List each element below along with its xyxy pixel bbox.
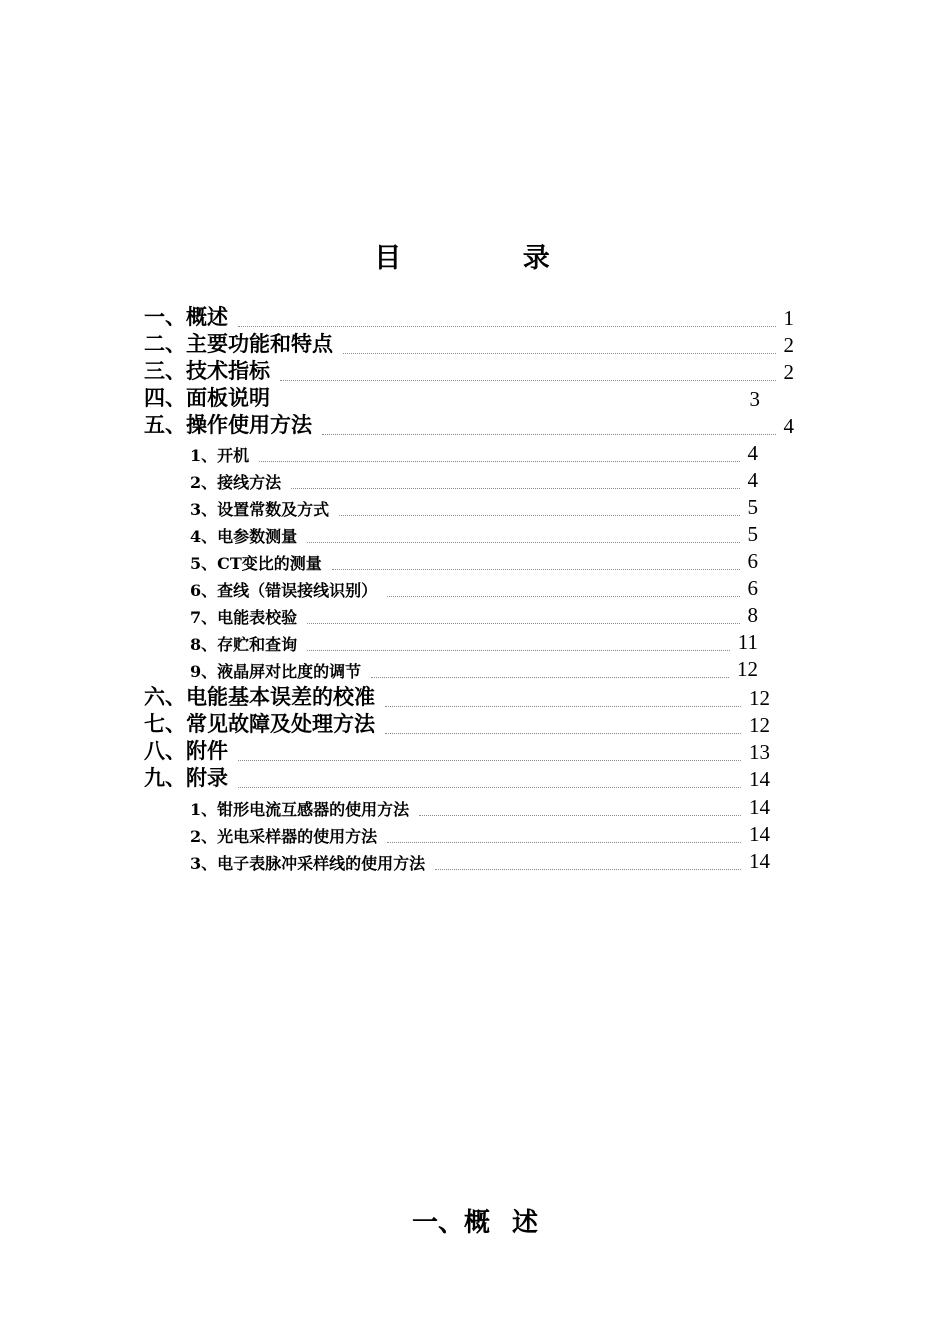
dot-leader [387,842,741,843]
toc-entry-label: 1、开机 [190,446,250,465]
toc-entry-operation[interactable] [144,413,794,439]
dot-leader [343,353,776,354]
toc-entry-troubleshooting[interactable] [144,712,770,738]
toc-entry-label: 7、电能表校验 [190,608,298,627]
section-heading-prefix: 一、概 [411,1208,490,1238]
toc-entry-label: 4、电参数测量 [190,527,298,546]
toc-entry-label: 3、设置常数及方式 [190,500,330,519]
toc-entry-label: 2、接线方法 [190,473,282,492]
toc-entry-label: 六、电能基本误差的校准 [144,684,375,709]
dot-leader [385,706,741,707]
dot-leader [307,623,739,624]
toc-entry-page: 4 [747,468,758,492]
toc-subentry-power-on[interactable] [190,442,758,466]
toc-entry-page: 6 [747,549,758,573]
toc-entry-accessories[interactable] [144,739,770,765]
dot-leader [322,434,776,435]
toc-entry-label: 二、主要功能和特点 [144,331,333,356]
dot-leader [307,650,730,651]
dot-leader [435,869,741,870]
dot-leader [371,677,729,678]
toc-subentry-pulse-line[interactable] [190,850,770,874]
toc-entry-page: 12 [737,657,758,681]
toc-entry-page: 14 [749,822,770,846]
toc-entry-page: 5 [747,495,758,519]
dot-leader [259,461,739,462]
toc-entry-page: 12 [749,686,770,710]
dot-leader [238,760,741,761]
toc-entry-label: 9、液晶屏对比度的调节 [190,662,362,681]
toc-subentry-photoelectric-sampler[interactable] [190,823,770,847]
section-heading [0,1202,950,1239]
toc-entry-page: 2 [783,333,794,357]
toc-entry-label: 1、钳形电流互感器的使用方法 [190,800,410,819]
dot-leader [291,488,739,489]
toc-subentry-storage[interactable] [190,631,758,655]
toc-entry-page: 11 [737,630,758,654]
toc-entry-page: 6 [747,576,758,600]
dot-leader [419,815,741,816]
toc-entry-label: 2、光电采样器的使用方法 [190,827,378,846]
toc-entry-label: 八、附件 [144,738,228,763]
toc-entry-label: 8、存贮和查询 [190,635,298,654]
page-title: 目 录 [374,243,606,274]
dot-leader [339,515,739,516]
toc-entry-label: 三、技术指标 [144,358,270,383]
toc-subentry-lcd-contrast[interactable] [190,658,758,682]
dot-leader [387,596,739,597]
toc-entry-page: 14 [749,849,770,873]
toc-entry-page: 4 [747,441,758,465]
toc-entry-page: 14 [749,767,770,791]
toc-entry-label: 6、查线（错误接线识别） [190,581,378,600]
toc-entry-label: 四、面板说明 [144,385,270,410]
dot-leader [280,407,742,408]
toc-entry-page: 5 [747,522,758,546]
toc-entry-label: 五、操作使用方法 [144,412,312,437]
toc-entry-page: 1 [783,306,794,330]
dot-leader [307,542,739,543]
toc-subentry-settings[interactable] [190,496,758,520]
toc-entry-label: 5、CT变比的测量 [190,554,322,573]
toc-entry-page: 12 [749,713,770,737]
toc-subentry-meter-calibration[interactable] [190,604,758,628]
toc-entry-page: 2 [783,360,794,384]
toc-entry-page: 13 [749,740,770,764]
toc-entry-label: 一、概述 [144,304,228,329]
toc-subentry-wiring[interactable] [190,469,758,493]
toc-entry-label: 七、常见故障及处理方法 [144,711,375,736]
dot-leader [280,380,776,381]
toc-subentry-measurement[interactable] [190,523,758,547]
toc-subentry-wiring-check[interactable] [190,577,758,601]
toc-entry-page: 3 [749,387,760,411]
toc-entry-page: 14 [749,795,770,819]
section-heading-suffix: 述 [512,1208,539,1238]
toc-subentry-clamp-ct[interactable] [190,796,770,820]
dot-leader [332,569,740,570]
dot-leader [238,787,741,788]
toc-entry-appendix[interactable] [144,766,770,792]
toc-entry-label: 九、附录 [144,765,228,790]
toc-entry-label: 3、电子表脉冲采样线的使用方法 [190,854,426,873]
toc-entry-page: 8 [747,603,758,627]
dot-leader [238,326,776,327]
toc-entry-page: 4 [783,414,794,438]
toc-subentry-ct-ratio[interactable] [190,550,758,574]
dot-leader [385,733,741,734]
